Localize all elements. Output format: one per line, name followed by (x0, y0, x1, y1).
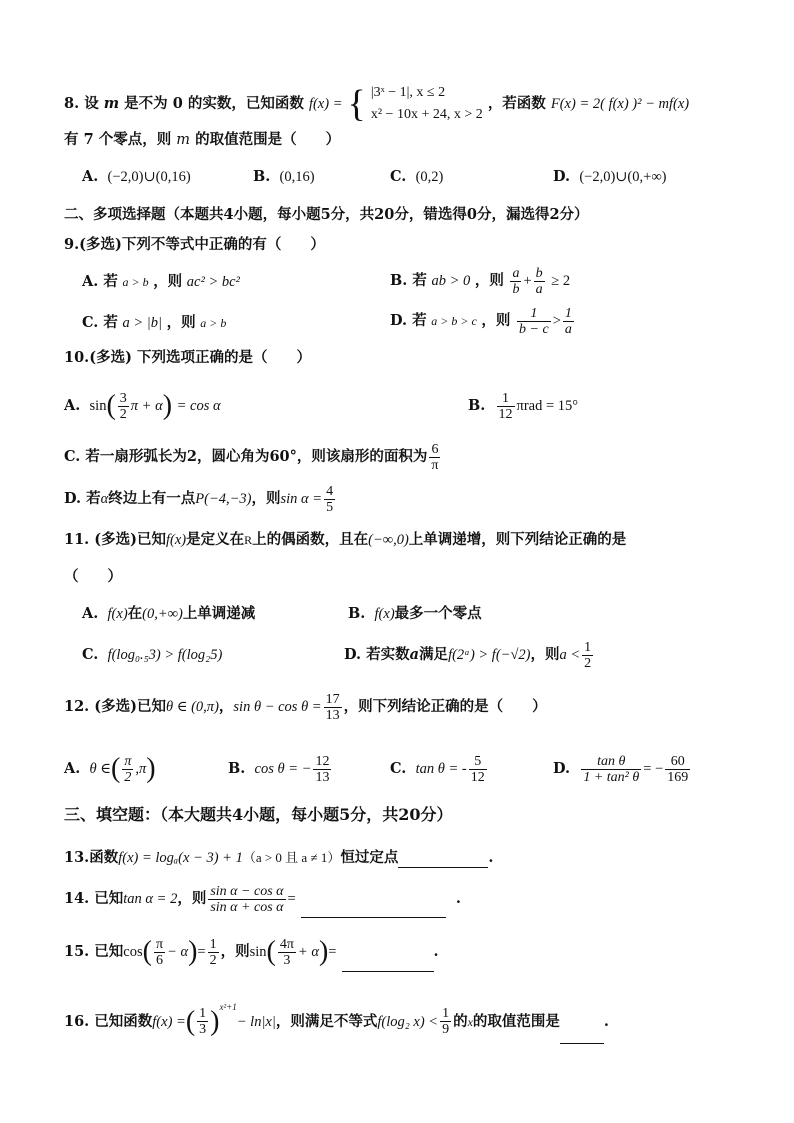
q9-heading: 9.(多选)下列不等式中正确的有（ ） (64, 236, 325, 253)
text: 在 (127, 605, 143, 622)
result: πrad = 15° (516, 398, 579, 414)
denominator: a (535, 281, 543, 297)
result: a > b (200, 316, 227, 330)
numerator: π (124, 753, 132, 769)
q8-Fx: F(x) = 2( f(x) )² − mf(x) (550, 96, 690, 112)
text: 12. (多选)已知 (64, 698, 166, 715)
text: 恒过定点 (340, 849, 399, 866)
numerator: 6 (429, 442, 440, 458)
function: f(x) = logₐ(x − 3) + 1 (118, 850, 243, 866)
fraction (440, 1006, 451, 1037)
option-value: (−2,0)∪(0,16) (107, 169, 191, 185)
fx: f(x) = (152, 1013, 186, 1030)
theta-in: θ ∈ (89, 761, 112, 777)
period: . (603, 1012, 609, 1030)
q8-seven: 7 (83, 131, 94, 148)
answer-blank[interactable] (342, 957, 434, 972)
q8-number: 8. (64, 95, 80, 112)
q8-text: 有 (64, 131, 79, 148)
q8-text: ，若函数 (487, 95, 546, 112)
option-value: (0,2) (415, 169, 444, 185)
text: 满足 (419, 646, 449, 663)
left-paren-icon: ( (106, 390, 116, 421)
q10-option-d[interactable] (64, 480, 337, 518)
denominator: 3 (199, 1022, 207, 1038)
q11-option-c[interactable] (82, 645, 222, 665)
option-label: C. (82, 646, 99, 663)
denominator: b (512, 281, 520, 297)
denominator: 2 (124, 769, 132, 785)
left-paren-icon: ( (142, 936, 152, 967)
text: 的 (453, 1012, 468, 1030)
expr: + α (297, 944, 319, 960)
denominator: 13 (325, 707, 340, 723)
denominator: 6 (155, 952, 163, 968)
numerator: 12 (315, 753, 330, 769)
piece-2: x² − 10x + 24, x > 2 (370, 107, 483, 122)
q16 (64, 995, 609, 1044)
result: ac² > bc² (186, 274, 240, 290)
text: ，则 (481, 312, 511, 329)
fraction (324, 692, 342, 723)
numerator: 1 (199, 1006, 207, 1022)
tan-theta: tan θ = - (415, 761, 467, 777)
equals-minus: = − (643, 761, 664, 777)
fraction (429, 442, 440, 473)
option-label: C. (390, 168, 407, 185)
text: ，则 (474, 272, 504, 289)
option-label: A. (82, 168, 99, 185)
q10-heading: 10.(多选) 下列选项正确的是（ ） (64, 349, 311, 366)
lt: a < (559, 647, 581, 663)
denominator: 12 (470, 769, 485, 785)
piece-1: |3ˣ − 1|, x ≤ 2 (370, 85, 446, 100)
fraction (563, 306, 574, 337)
right-paren-icon: ) (210, 1005, 220, 1037)
x: x (467, 1014, 473, 1029)
denominator: 2 (119, 406, 127, 422)
denominator: 9 (442, 1022, 450, 1038)
fraction (581, 754, 641, 785)
fraction (154, 937, 165, 968)
text: 14. 已知 (64, 890, 124, 907)
option-label: A. (64, 397, 81, 414)
numerator: 60 (665, 754, 690, 770)
period: . (455, 890, 461, 907)
fraction (510, 266, 521, 297)
denominator: 5 (326, 499, 334, 515)
q15 (64, 932, 439, 972)
gt: > (552, 313, 561, 329)
q8-text: 的取值范围是（ ） (195, 131, 341, 148)
fraction (197, 1006, 208, 1037)
period: . (488, 849, 494, 866)
option-value: (0,16) (279, 169, 315, 185)
q11-paren: （ ） (64, 568, 122, 585)
text: ，则 (166, 314, 196, 331)
fraction (469, 754, 487, 785)
q8-option-d[interactable] (553, 167, 666, 187)
comma: ， (218, 698, 234, 715)
q8-option-a[interactable] (82, 167, 191, 187)
q12-option-d[interactable] (553, 749, 692, 789)
right-paren-icon: ) (162, 390, 173, 421)
expr: − α (167, 944, 189, 960)
fraction (122, 754, 133, 785)
option-label: A. (82, 605, 99, 622)
interval: (−∞,0) (368, 532, 409, 548)
fraction (534, 266, 545, 297)
fx: f(x) (107, 606, 128, 622)
denominator: 13 (315, 769, 330, 785)
sin-cos: sin θ − cos θ = (233, 699, 322, 715)
denominator: 169 (667, 769, 689, 785)
equals: = (287, 891, 296, 907)
option-label: A. (64, 760, 81, 777)
numerator: 4 (326, 483, 334, 499)
answer-blank[interactable] (301, 903, 446, 918)
condition: ab > 0 (431, 273, 471, 289)
option-label: D. 若实数 (344, 646, 410, 663)
text: 上单调递增，则下列结论正确的是 (408, 531, 627, 548)
point: P(−4,−3) (195, 491, 252, 507)
fraction (497, 391, 515, 422)
answer-blank[interactable] (560, 1029, 604, 1044)
expr: − ln|x| (236, 1013, 276, 1030)
alpha: α (100, 491, 109, 507)
q8-m: m (103, 95, 120, 112)
text: 13.函数 (64, 849, 119, 866)
left-paren-icon: ( (266, 936, 276, 967)
fraction (208, 937, 219, 968)
denominator: π (431, 457, 439, 473)
text: ，则 (153, 273, 183, 290)
condition: a > |b| (122, 315, 163, 331)
left-paren-icon: ( (185, 1005, 196, 1037)
q11-option-b[interactable] (348, 604, 482, 624)
theta-range: θ ∈ (0,π) (166, 699, 219, 715)
text: 15. 已知 (64, 943, 124, 960)
right-paren-icon: ) (146, 753, 156, 784)
inequality: f(log₀.₅3) > f(log₂5) (107, 647, 223, 663)
option-label: B. 若 (390, 272, 427, 289)
numerator: tan θ (581, 754, 641, 770)
numerator: π (155, 936, 164, 952)
fraction (118, 391, 129, 422)
text: 是定义在 (186, 531, 245, 548)
denominator: sin α + cos α (210, 899, 284, 915)
option-label: A. 若 (82, 273, 118, 290)
denominator: a (564, 321, 572, 337)
condition: a > b (122, 275, 149, 289)
left-paren-icon: ( (111, 753, 121, 784)
sin-alpha: sin α = (280, 491, 323, 507)
fraction (208, 884, 285, 915)
option-text: C. 若一扇形弧长为2，圆心角为60°，则该扇形的面积为 (64, 448, 428, 465)
right-paren-icon: ) (318, 936, 329, 967)
denominator: b − c (519, 321, 549, 337)
option-value: (−2,0)∪(0,+∞) (579, 169, 667, 185)
exponent: x²+1 (219, 1002, 237, 1012)
q10-option-a[interactable] (64, 387, 221, 425)
period: . (433, 943, 439, 960)
q8-text: 个零点，则 (98, 131, 172, 148)
text: ，则 (530, 646, 560, 663)
plus: + (523, 273, 532, 289)
q11-heading (64, 530, 626, 550)
q8-m: m (176, 132, 191, 148)
q8-text: 是不为 (124, 95, 168, 112)
q12-heading (64, 688, 547, 726)
left-brace-icon: { (347, 83, 366, 125)
text: 上的偶函数，且在 (252, 531, 369, 548)
denominator: 2 (209, 952, 217, 968)
cos-theta: cos θ = − (254, 761, 312, 777)
fx: f(x) (166, 532, 187, 548)
numerator: 4π (279, 936, 294, 952)
q8-line2 (64, 130, 340, 150)
q8-option-c[interactable] (390, 167, 443, 187)
q8-text: 设 (84, 95, 99, 112)
condition: a > b > c (431, 314, 477, 328)
section-2-heading: 二、多项选择题（本题共4小题，每小题5分，共20分，错选得0分，漏选得2分） (64, 206, 589, 223)
answer-blank[interactable] (398, 853, 488, 868)
section-3-heading: 三、填空题：（本大题共4小题，每小题5分，共20分） (64, 805, 453, 824)
interval-end: ,π (135, 761, 147, 777)
q12-option-c[interactable] (390, 749, 489, 789)
option-label: D. 若 (64, 490, 101, 507)
fx: f(x) (374, 606, 395, 622)
text: ，则 (251, 490, 281, 507)
numerator: 1 (584, 639, 592, 655)
q13 (64, 848, 493, 868)
equals: = (197, 944, 206, 960)
q9-option-c[interactable] (82, 313, 226, 333)
text: ，则 (177, 890, 207, 907)
q8-option-b[interactable] (253, 167, 315, 187)
q11-option-a[interactable] (82, 604, 255, 624)
numerator: b (535, 265, 543, 281)
a: a (409, 646, 420, 663)
option-label: D. 若 (390, 312, 427, 329)
text: ，则下列结论正确的是（ ） (343, 698, 547, 715)
numerator: 3 (119, 390, 127, 406)
numerator: a (512, 265, 520, 281)
q9-option-a[interactable] (82, 272, 240, 292)
option-label: B. (348, 605, 366, 622)
piecewise-definition (371, 82, 483, 126)
numerator: 5 (469, 754, 487, 770)
fraction (582, 640, 593, 671)
denominator: 1 + tan² θ (583, 769, 640, 785)
denominator: 3 (283, 952, 291, 968)
option-label: B. (228, 760, 246, 777)
option-label: C. 若 (82, 314, 118, 331)
fraction (324, 484, 335, 515)
denominator: 12 (498, 406, 513, 422)
fraction (278, 937, 296, 968)
fraction (517, 306, 551, 337)
q12-option-b[interactable] (228, 749, 333, 789)
numerator: sin α − cos α (210, 883, 284, 899)
text: 11. (多选)已知 (64, 531, 166, 548)
result: ≥ 2 (551, 273, 571, 289)
interval: (0,+∞) (142, 606, 183, 622)
cos: cos (123, 944, 143, 960)
right-paren-icon: ) (188, 936, 198, 967)
sin: sin (89, 398, 107, 414)
text: 终边上有一点 (108, 490, 196, 507)
result: = cos α (176, 398, 221, 414)
q14 (64, 880, 461, 918)
option-label: B. (468, 397, 486, 414)
real-set: R (244, 533, 253, 547)
q9-option-b[interactable] (390, 263, 570, 299)
q11-option-d[interactable] (344, 636, 595, 674)
text: 的取值范围是 (472, 1012, 560, 1030)
q8-zero: 0 (172, 95, 183, 112)
text: 16. 已知函数 (64, 1012, 153, 1030)
numerator: 1 (564, 305, 572, 321)
q8-line1 (64, 82, 689, 126)
q9-option-d[interactable] (390, 303, 576, 339)
option-label: B. (253, 168, 271, 185)
fraction (665, 754, 690, 785)
sin: sin (249, 944, 267, 960)
q8-text: 的实数，已知函数 (187, 95, 304, 112)
numerator: 1 (442, 1006, 450, 1022)
q12-option-a[interactable] (64, 749, 156, 789)
option-label: D. (553, 760, 571, 777)
numerator: 1 (209, 936, 217, 952)
tan-alpha: tan α = 2 (123, 891, 178, 907)
fraction (313, 754, 331, 785)
q8-fx: f(x) = (308, 96, 343, 112)
condition: （a > 0 且 a ≠ 1） (242, 850, 341, 865)
denominator: 2 (584, 655, 592, 671)
inequality: f(log₂ x) < (377, 1013, 439, 1030)
numerator: 1 (497, 391, 515, 407)
option-label: D. (553, 168, 571, 185)
q10-option-c[interactable] (64, 438, 442, 476)
text: ，则满足不等式 (275, 1012, 378, 1030)
equals: = (328, 944, 337, 960)
q10-option-b[interactable] (468, 387, 578, 425)
numerator: 1 (517, 306, 551, 322)
option-label: C. (390, 760, 407, 777)
text: ，则 (220, 943, 250, 960)
text: 上单调递减 (182, 605, 256, 622)
expr: π + α (130, 398, 163, 414)
text: 最多一个零点 (394, 605, 482, 622)
inequality: f(2ᵃ) > f(−√2) (448, 647, 531, 663)
numerator: 17 (325, 691, 340, 707)
